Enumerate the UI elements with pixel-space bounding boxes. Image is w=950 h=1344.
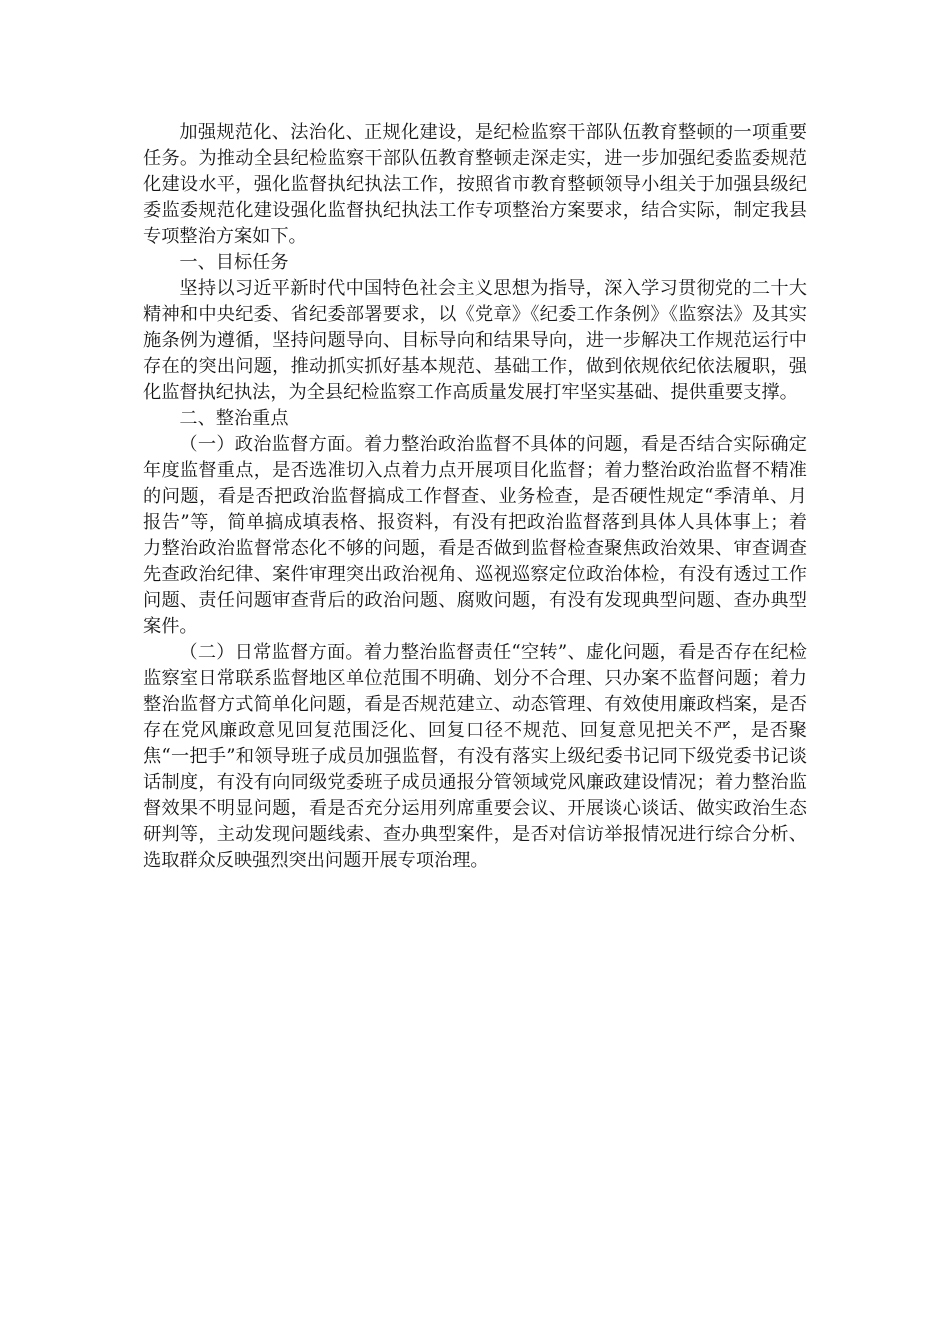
daily-supervision-paragraph: （二）日常监督方面。着力整治监督责任“空转”、虚化问题，看是否存在纪检监察室日常联系监督地区单位范围不明确、划分不合理、只办案不监督问题；着力整治监督方式简单化问题，看是否规范建立、动态管理、有效使用廉政档案，是否存在党风廉政意见回复范围泛化、回复口径不规范、回复意见把关不严，是否聚焦“一把手”和领导班子成员加强监督，有没有落实上级纪委书记同下级党委书记谈话制度，有没有向同级党委班子成员通报分管领域党风廉政建设情况；着力整治监督效果不明显问题，看是否充分运用列席重要会议、开展谈心谈话、做实政治生态研判等，主动发现问题线索、查办典型案件，是否对信访举报情况进行综合分析、选取群众反映强烈突出问题开展专项治理。 — [143, 642, 807, 871]
intro-paragraph: 加强规范化、法治化、正规化建设，是纪检监察干部队伍教育整顿的一项重要任务。为推动全县纪检监察干部队伍教育整顿走深走实，进一步加强纪委监委规范化建设水平，强化监督执纪执法工作，按照省市教育整顿领导小组关于加强县级纪委监委规范化建设强化监督执纪执法工作专项整治方案要求，结合实际，制定我县专项整治方案如下。 — [143, 122, 807, 247]
document-body — [143, 120, 807, 874]
section-heading-goals: 一、目标任务 — [179, 252, 289, 273]
goals-paragraph: 坚持以习近平新时代中国特色社会主义思想为指导，深入学习贯彻党的二十大精神和中央纪委、省纪委部署要求，以《党章》《纪委工作条例》《监察法》及其实施条例为遵循，坚持问题导向、目标导向和结果导向，进一步解决工作规范运行中存在的突出问题，推动抓实抓好基本规范、基础工作，做到依规依纪依法履职，强化监督执纪执法，为全县纪检监察工作高质量发展打牢坚实基础、提供重要支撑。 — [143, 278, 807, 403]
section-heading-focus: 二、整治重点 — [179, 408, 289, 429]
political-supervision-paragraph: （一）政治监督方面。着力整治政治监督不具体的问题，看是否结合实际确定年度监督重点，是否选准切入点着力点开展项目化监督；着力整治政治监督不精准的问题，看是否把政治监督搞成工作督查、业务检查，是否硬性规定“季清单、月报告”等，简单搞成填表格、报资料，有没有把政治监督落到具体人具体事上；着力整治政治监督常态化不够的问题，看是否做到监督检查聚焦政治效果、审查调查先查政治纪律、案件审理突出政治视角、巡视巡察定位政治体检，有没有透过工作问题、责任问题审查背后的政治问题、腐败问题，有没有发现典型问题、查办典型案件。 — [143, 434, 807, 637]
